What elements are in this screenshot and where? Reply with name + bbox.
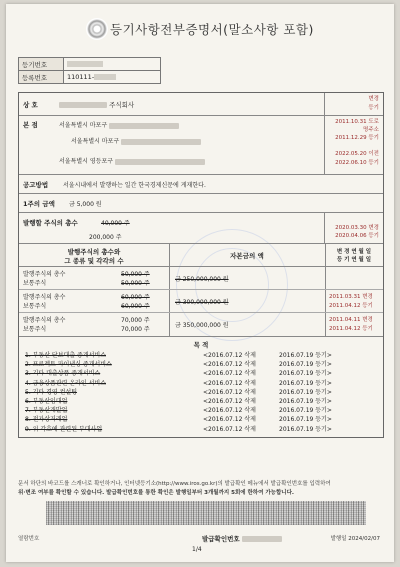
capital-header-left-1: 발행주식의 총수와 [67, 248, 121, 256]
purpose-item: 6. 부동산임대업 <2016.07.12 삭제 2016.07.19 등기> [25, 398, 332, 406]
capital-entry-1: 발행주식의 총수 50,000 주 보통주식 50,000 주 금 250,000,000 원 [19, 267, 383, 290]
head-office-address-3: 서울특별시 영등포구 [59, 156, 205, 165]
share-price-row [19, 194, 383, 213]
purpose-item: 1. 부동산 단보대출 중개서비스 <2016.07.12 삭제 2016.07.19 등기> [25, 352, 332, 359]
notice-row [19, 175, 383, 194]
head-office-address-1: 서울특별시 마포구 [59, 120, 179, 129]
footnote [18, 480, 382, 497]
purpose-list [25, 351, 377, 434]
purpose-item: 7. 부동산개발업 <2016.07.12 삭제 2016.07.19 등기> [25, 407, 332, 415]
purpose-item: 8. 전자상거래업 <2016.07.12 삭제 2016.07.19 등기> [25, 416, 332, 424]
notice-label: 공고방법 [23, 181, 49, 189]
head-office-label: 본 점 [23, 121, 38, 129]
capital-entry-2: 발행주식의 총수 60,000 주 보통주식 60,000 주 금 300,000,000 원 2011.03.31 변경 2011.04.12 등기 [19, 290, 383, 313]
trade-name-change: 변경 [368, 96, 379, 102]
footnote-line-1: 문서 하단의 바코드를 스캐너로 확인하거나, 인터넷등기소(http://www.iros.go.kr)의 발급확인 메뉴에서 발급확인번호를 입력하여 [18, 481, 331, 487]
capital-header-left-2: 그 종류 및 각각의 수 [64, 257, 124, 265]
share-price-value: 금 5,000 원 [69, 201, 102, 208]
reg-no-value [64, 58, 161, 71]
share-price-label: 1주의 금액 [23, 200, 55, 208]
purpose-block [19, 337, 383, 437]
barcode-image [46, 501, 366, 525]
issue-confirm-label: 발급확인번호 [202, 534, 282, 543]
purpose-item: 4. 금융상품관련 온라인 서비스 <2016.07.12 삭제 2016.07.19 등기> [25, 379, 332, 387]
issuable-label: 발행할 주식의 총수 [23, 219, 78, 227]
head-office-row [19, 116, 383, 175]
capital-block [19, 244, 383, 337]
footnote-line-2: 위·변조 여부를 확인할 수 있습니다. 발급확인번호를 통한 확인은 발행일부터 3개월까지 5회에 한하여 가능합니다. [18, 489, 294, 496]
head-office-note-2: 명주소 [363, 127, 379, 133]
page-number: 1/4 [192, 546, 202, 553]
document-title: 등기사항전부증명서(말소사항 포함) [110, 22, 314, 37]
issuable-old-value: 40,000 주 [101, 220, 130, 227]
purpose-item: 2. 프로젝트 파이낸싱 중개서비스 <2016.07.12 삭제 2016.07.19 등기> [25, 361, 332, 369]
head-office-note-1: 2011.10.31 도로 [335, 119, 379, 125]
id-table [18, 57, 161, 84]
purpose-item: 5. 기타 경영 컨설팅 <2016.07.12 삭제 2016.07.19 등기> [25, 388, 332, 396]
head-office-note-3: 2011.12.29 등기 [335, 135, 379, 141]
head-office-address-2: 서울특별시 마포구 [71, 136, 201, 145]
reg-no-label: 등기번호 [19, 58, 64, 71]
purpose-item: 3. 기타 대출상품 중개서비스 <2016.07.12 삭제 2016.07.19 등기> [25, 370, 332, 378]
issuable-change-date: 2020.03.30 변경 [335, 225, 379, 231]
document-page [6, 4, 394, 562]
trade-name-row [19, 93, 383, 116]
issuable-reg-date: 2020.04.06 등기 [335, 233, 379, 239]
capital-header-mid: 자본금의 액 [230, 252, 264, 260]
purpose-header: 목 적 [193, 341, 209, 349]
capital-header-right-2: 등 기 연 월 일 [336, 257, 372, 263]
trade-name-label: 상 호 [23, 101, 38, 109]
trade-name-value: 주식회사 [59, 100, 134, 109]
capital-header-right-1: 변 경 연 월 일 [336, 249, 372, 255]
trade-name-reg: 등기 [368, 105, 379, 111]
court-seal-icon [86, 18, 108, 40]
head-office-note-4: 2022.05.20 이전 [335, 151, 379, 157]
issuable-new-value: 200,000 주 [89, 234, 122, 241]
capital-entry-3: 발행주식의 총수 70,000 주 보통주식 70,000 주 금 350,000,000 원 2011.04.11 변경 2011.04.12 등기 [23, 317, 373, 333]
head-office-note-5: 2022.06.10 등기 [335, 160, 379, 166]
notice-text: 서울시내에서 발행하는 일간 한국경제신문에 게재한다. [63, 182, 206, 189]
view-number-label: 열람번호 [18, 536, 40, 542]
registry-table [18, 92, 384, 438]
issuable-shares-row [19, 213, 383, 244]
corp-no-value: 110111- [64, 71, 161, 84]
issue-date: 발행일 2024/02/07 [330, 536, 380, 542]
purpose-item: 9. 위 각호에 관련된 부대사업 <2016.07.12 삭제 2016.07.19 등기> [25, 425, 332, 433]
corp-no-label: 등록번호 [19, 71, 64, 84]
